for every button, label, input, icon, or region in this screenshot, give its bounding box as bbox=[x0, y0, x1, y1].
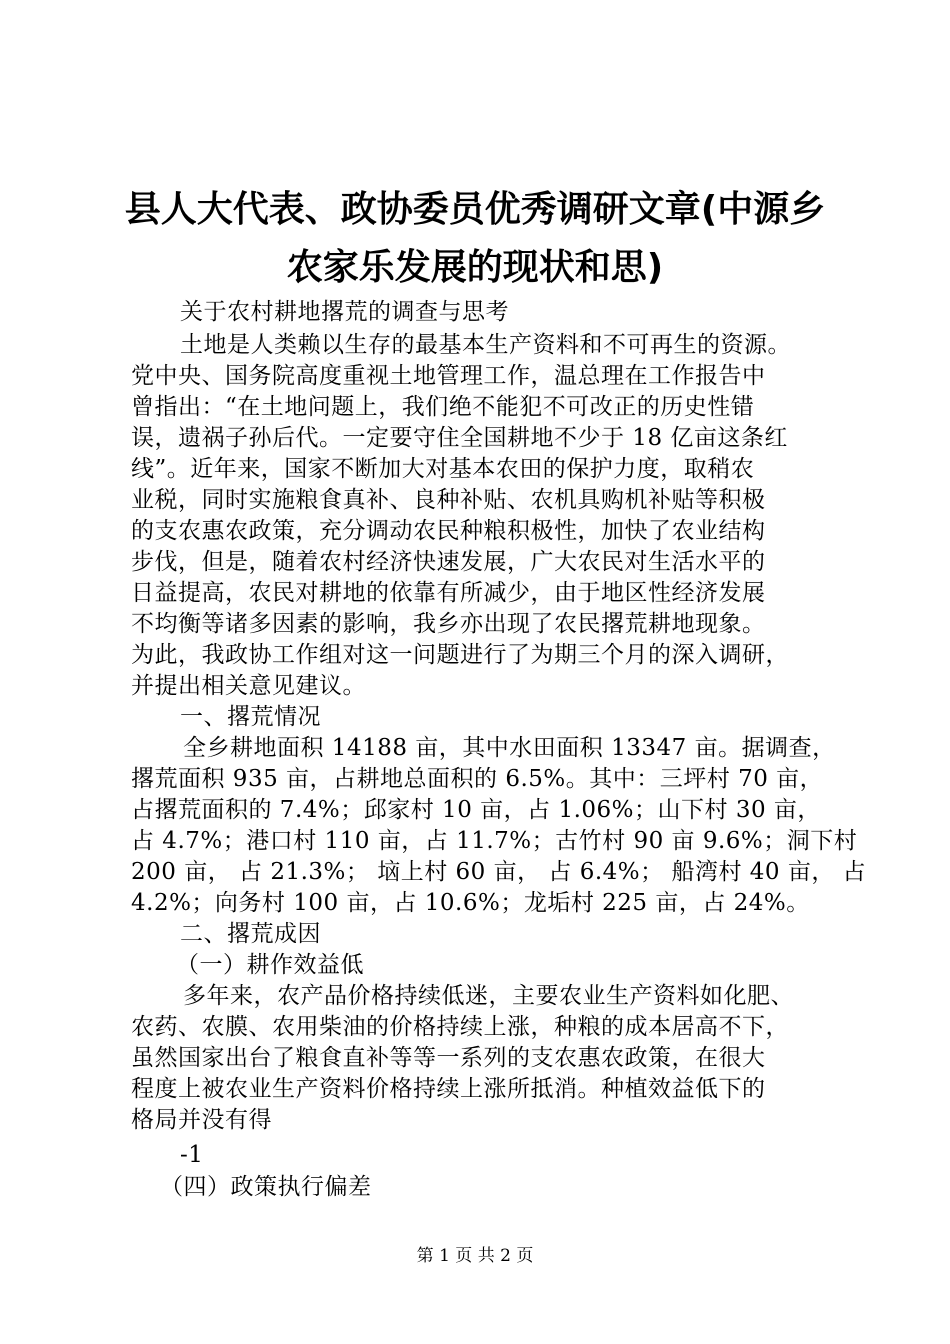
page-footer: 第 1 页 共 2 页 bbox=[416, 1246, 534, 1266]
document-title-line1: 县人大代表、政协委员优秀调研文章(中源乡 bbox=[124, 189, 826, 230]
paragraph-line: 占撂荒面积的 7.4%；邱家村 10 亩，占 1.06%；山下村 30 亩， bbox=[131, 797, 821, 823]
paragraph-line: 200 亩， 占 21.3%； 垴上村 60 亩， 占 6.4%； 船湾村 40 亩， 占 bbox=[131, 859, 867, 885]
paragraph-line: 占 4.7%；港口村 110 亩，占 11.7%；古竹村 90 亩 9.6%；洞下村 bbox=[131, 828, 858, 854]
section-heading: 二、撂荒成因 bbox=[180, 921, 321, 947]
paragraph-line: 线”。近年来，国家不断加大对基本农田的保护力度，取稍农 bbox=[131, 456, 755, 482]
subtitle: 关于农村耕地撂荒的调查与思考 bbox=[180, 299, 509, 325]
paragraph-line: 格局并没有得 bbox=[131, 1107, 272, 1133]
paragraph-line: 撂荒面积 935 亩，占耕地总面积的 6.5%。其中：三坪村 70 亩， bbox=[131, 766, 824, 792]
paragraph-line: 4.2%；向务村 100 亩，占 10.6%；龙垢村 225 亩，占 24%。 bbox=[131, 890, 810, 916]
paragraph-line: 党中央、国务院高度重视土地管理工作，温总理在工作报告中 bbox=[131, 363, 766, 389]
paragraph-line: 为此，我政协工作组对这一问题进行了为期三个月的深入调研， bbox=[131, 642, 789, 668]
paragraph-line: 土地是人类赖以生存的最基本生产资料和不可再生的资源。 bbox=[180, 332, 791, 358]
paragraph-line: 农药、农膜、农用柴油的价格持续上涨，种粮的成本居高不下， bbox=[131, 1014, 789, 1040]
paragraph-line: 曾指出：“在土地问题上，我们绝不能犯不可改正的历史性错 bbox=[131, 394, 755, 420]
paragraph-line: 业税，同时实施粮食真补、良种补贴、农机具购机补贴等积极 bbox=[131, 487, 766, 513]
section-heading: 一、撂荒情况 bbox=[180, 704, 321, 730]
paragraph-line: 虽然国家出台了粮食直补等等一系列的支农惠农政策，在很大 bbox=[131, 1045, 766, 1071]
page-marker: -1 bbox=[180, 1142, 204, 1168]
paragraph-line: 全乡耕地面积 14188 亩，其中水田面积 13347 亩。据调查， bbox=[183, 735, 836, 761]
subsection-heading: （四）政策执行偏差 bbox=[160, 1174, 372, 1200]
subsection-heading: （一）耕作效益低 bbox=[176, 952, 364, 978]
paragraph-line: 不均衡等诸多因素的影响，我乡亦出现了农民撂荒耕地现象。 bbox=[131, 611, 766, 637]
paragraph-line: 并提出相关意见建议。 bbox=[131, 673, 366, 699]
paragraph-line: 日益提高，农民对耕地的依靠有所减少，由于地区性经济发展 bbox=[131, 580, 766, 606]
paragraph-line: 误，遗祸子孙后代。一定要守住全国耕地不少于 18 亿亩这条红 bbox=[131, 425, 788, 451]
paragraph-line: 的支农惠农政策，充分调动农民种粮积极性，加快了农业结构 bbox=[131, 518, 766, 544]
document-title-line2: 农家乐发展的现状和思) bbox=[286, 247, 664, 288]
paragraph-line: 程度上被农业生产资料价格持续上涨所抵消。种植效益低下的 bbox=[131, 1076, 766, 1102]
paragraph-line: 步伐，但是，随着农村经济快速发展，广大农民对生活水平的 bbox=[131, 549, 766, 575]
paragraph-line: 多年来，农产品价格持续低迷，主要农业生产资料如化肥、 bbox=[183, 983, 794, 1009]
